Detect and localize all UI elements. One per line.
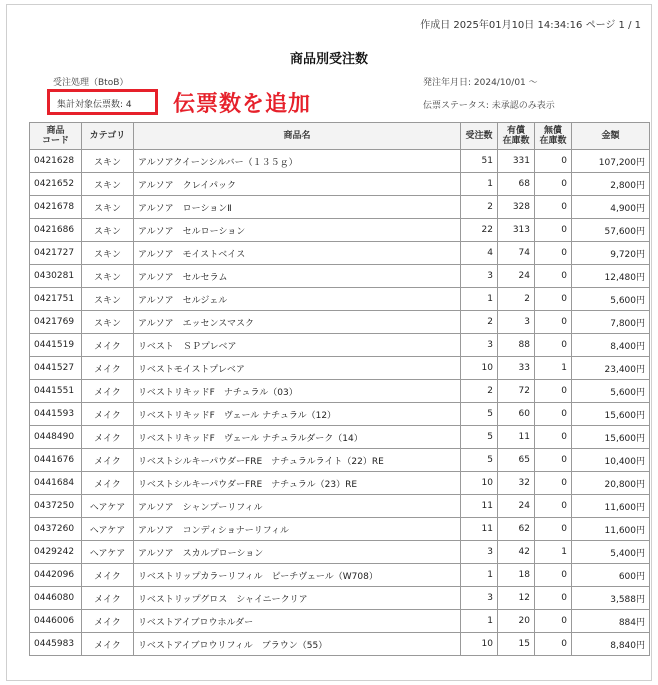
cell-orders: 1 <box>461 173 498 196</box>
cell-orders: 3 <box>461 541 498 564</box>
cell-category: スキン <box>82 150 134 173</box>
cell-code: 0421652 <box>30 173 82 196</box>
cell-orders: 11 <box>461 518 498 541</box>
cell-amount: 5,600円 <box>572 288 650 311</box>
cell-free-stock: 0 <box>535 219 572 242</box>
cell-category: スキン <box>82 173 134 196</box>
cell-orders: 1 <box>461 610 498 633</box>
cell-code: 0421769 <box>30 311 82 334</box>
slip-status-filter: 伝票ステータス: 未承認のみ表示 <box>423 101 555 111</box>
table-row <box>30 587 650 610</box>
cell-orders: 2 <box>461 311 498 334</box>
cell-free-stock: 0 <box>535 564 572 587</box>
cell-code: 0441676 <box>30 449 82 472</box>
cell-code: 0442096 <box>30 564 82 587</box>
cell-name: アルソア スカルプローション <box>134 541 461 564</box>
cell-code: 0445983 <box>30 633 82 656</box>
cell-orders: 51 <box>461 150 498 173</box>
cell-amount: 5,400円 <box>572 541 650 564</box>
cell-amount: 11,600円 <box>572 518 650 541</box>
table-row <box>30 219 650 242</box>
cell-free-stock: 0 <box>535 449 572 472</box>
cell-name: リベスト ＳＰプレベア <box>134 334 461 357</box>
table-row <box>30 242 650 265</box>
cell-orders: 5 <box>461 403 498 426</box>
table-row <box>30 541 650 564</box>
cell-orders: 10 <box>461 357 498 380</box>
cell-name: リベストリップカラーリフィル ピーチヴェール（W708） <box>134 564 461 587</box>
cell-amount: 5,600円 <box>572 380 650 403</box>
cell-free-stock: 0 <box>535 633 572 656</box>
cell-amount: 10,400円 <box>572 449 650 472</box>
cell-paid-stock: 33 <box>498 357 535 380</box>
cell-free-stock: 0 <box>535 495 572 518</box>
cell-name: リベストリキッドF ヴェール ナチュラル（12） <box>134 403 461 426</box>
cell-code: 0437260 <box>30 518 82 541</box>
header-name: 商品名 <box>134 123 461 150</box>
cell-amount: 57,600円 <box>572 219 650 242</box>
cell-amount: 600円 <box>572 564 650 587</box>
cell-amount: 107,200円 <box>572 150 650 173</box>
cell-orders: 2 <box>461 196 498 219</box>
cell-paid-stock: 62 <box>498 518 535 541</box>
cell-free-stock: 0 <box>535 380 572 403</box>
table-row <box>30 311 650 334</box>
cell-free-stock: 0 <box>535 403 572 426</box>
header-category: カテゴリ <box>82 123 134 150</box>
cell-name: アルソア コンディショナーリフィル <box>134 518 461 541</box>
cell-paid-stock: 12 <box>498 587 535 610</box>
header-orders: 受注数 <box>461 123 498 150</box>
cell-free-stock: 0 <box>535 311 572 334</box>
cell-amount: 23,400円 <box>572 357 650 380</box>
cell-free-stock: 0 <box>535 196 572 219</box>
cell-paid-stock: 88 <box>498 334 535 357</box>
table-row <box>30 518 650 541</box>
cell-category: メイク <box>82 633 134 656</box>
table-row <box>30 633 650 656</box>
cell-category: ヘアケア <box>82 495 134 518</box>
table-row <box>30 334 650 357</box>
cell-category: メイク <box>82 334 134 357</box>
table-row <box>30 288 650 311</box>
cell-orders: 5 <box>461 449 498 472</box>
cell-orders: 3 <box>461 587 498 610</box>
cell-name: リベストリップグロス シャイニークリア <box>134 587 461 610</box>
cell-code: 0446006 <box>30 610 82 633</box>
cell-name: リベストモイストプレベア <box>134 357 461 380</box>
cell-paid-stock: 74 <box>498 242 535 265</box>
cell-category: ヘアケア <box>82 518 134 541</box>
header-paid-stock: 有償 在庫数 <box>498 123 535 150</box>
cell-code: 0421727 <box>30 242 82 265</box>
cell-orders: 1 <box>461 288 498 311</box>
cell-code: 0441527 <box>30 357 82 380</box>
cell-category: ヘアケア <box>82 541 134 564</box>
cell-free-stock: 1 <box>535 541 572 564</box>
table-row <box>30 150 650 173</box>
cell-name: アルソアクイーンシルバー（１３５ｇ） <box>134 150 461 173</box>
cell-name: アルソア ローションⅡ <box>134 196 461 219</box>
cell-paid-stock: 313 <box>498 219 535 242</box>
table-row <box>30 357 650 380</box>
cell-category: スキン <box>82 288 134 311</box>
cell-name: アルソア シャンプーリフィル <box>134 495 461 518</box>
cell-paid-stock: 11 <box>498 426 535 449</box>
cell-name: リベストアイブロウリフィル ブラウン（55） <box>134 633 461 656</box>
report-title: 商品別受注数 <box>289 52 368 67</box>
table-row <box>30 472 650 495</box>
cell-code: 0441593 <box>30 403 82 426</box>
cell-orders: 1 <box>461 564 498 587</box>
cell-category: スキン <box>82 242 134 265</box>
table-row <box>30 265 650 288</box>
cell-category: メイク <box>82 610 134 633</box>
cell-paid-stock: 18 <box>498 564 535 587</box>
cell-amount: 8,840円 <box>572 633 650 656</box>
header-free-stock: 無償 在庫数 <box>535 123 572 150</box>
cell-free-stock: 0 <box>535 334 572 357</box>
cell-code: 0429242 <box>30 541 82 564</box>
table-row <box>30 610 650 633</box>
cell-paid-stock: 42 <box>498 541 535 564</box>
cell-code: 0448490 <box>30 426 82 449</box>
cell-code: 0421686 <box>30 219 82 242</box>
cell-free-stock: 0 <box>535 288 572 311</box>
cell-code: 0421678 <box>30 196 82 219</box>
cell-paid-stock: 72 <box>498 380 535 403</box>
cell-amount: 15,600円 <box>572 403 650 426</box>
cell-free-stock: 0 <box>535 472 572 495</box>
cell-free-stock: 0 <box>535 610 572 633</box>
cell-code: 0430281 <box>30 265 82 288</box>
cell-paid-stock: 20 <box>498 610 535 633</box>
cell-code: 0421628 <box>30 150 82 173</box>
cell-paid-stock: 3 <box>498 311 535 334</box>
cell-name: アルソア クレイパック <box>134 173 461 196</box>
cell-category: メイク <box>82 472 134 495</box>
cell-paid-stock: 65 <box>498 449 535 472</box>
cell-amount: 20,800円 <box>572 472 650 495</box>
cell-amount: 884円 <box>572 610 650 633</box>
order-date-filter: 発注年月日: 2024/10/01 〜 <box>423 78 538 88</box>
cell-amount: 7,800円 <box>572 311 650 334</box>
cell-paid-stock: 24 <box>498 495 535 518</box>
cell-name: アルソア セルセラム <box>134 265 461 288</box>
cell-name: アルソア セルジェル <box>134 288 461 311</box>
cell-category: スキン <box>82 265 134 288</box>
cell-paid-stock: 15 <box>498 633 535 656</box>
cell-code: 0441684 <box>30 472 82 495</box>
cell-code: 0437250 <box>30 495 82 518</box>
cell-free-stock: 0 <box>535 265 572 288</box>
cell-category: メイク <box>82 587 134 610</box>
cell-orders: 4 <box>461 242 498 265</box>
cell-free-stock: 0 <box>535 150 572 173</box>
cell-free-stock: 0 <box>535 518 572 541</box>
cell-name: リベストアイブロウホルダー <box>134 610 461 633</box>
header-code: 商品 コード <box>30 123 82 150</box>
cell-category: メイク <box>82 564 134 587</box>
cell-orders: 3 <box>461 334 498 357</box>
cell-orders: 2 <box>461 380 498 403</box>
cell-free-stock: 0 <box>535 242 572 265</box>
cell-amount: 12,480円 <box>572 265 650 288</box>
cell-free-stock: 1 <box>535 357 572 380</box>
cell-amount: 3,588円 <box>572 587 650 610</box>
table-row <box>30 426 650 449</box>
cell-paid-stock: 2 <box>498 288 535 311</box>
cell-category: スキン <box>82 311 134 334</box>
cell-amount: 2,800円 <box>572 173 650 196</box>
cell-name: リベストシルキーパウダーFRE ナチュラル（23）RE <box>134 472 461 495</box>
cell-name: リベストリキッドF ヴェール ナチュラルダーク（14） <box>134 426 461 449</box>
cell-code: 0441519 <box>30 334 82 357</box>
process-type: 受注処理（BtoB） <box>53 78 129 88</box>
cell-category: メイク <box>82 449 134 472</box>
cell-name: アルソア モイストベイス <box>134 242 461 265</box>
cell-amount: 4,900円 <box>572 196 650 219</box>
cell-category: スキン <box>82 196 134 219</box>
cell-name: アルソア エッセンスマスク <box>134 311 461 334</box>
report-page <box>6 4 652 681</box>
callout-label: 伝票数を追加 <box>173 92 312 117</box>
table-header-row <box>30 123 650 150</box>
cell-orders: 3 <box>461 265 498 288</box>
table-row <box>30 196 650 219</box>
cell-category: メイク <box>82 380 134 403</box>
cell-orders: 10 <box>461 472 498 495</box>
cell-free-stock: 0 <box>535 426 572 449</box>
cell-free-stock: 0 <box>535 173 572 196</box>
cell-paid-stock: 24 <box>498 265 535 288</box>
cell-code: 0441551 <box>30 380 82 403</box>
cell-name: リベストシルキーパウダーFRE ナチュラルライト（22）RE <box>134 449 461 472</box>
table-row <box>30 380 650 403</box>
table-row <box>30 173 650 196</box>
cell-amount: 8,400円 <box>572 334 650 357</box>
cell-category: メイク <box>82 426 134 449</box>
header-amount: 金額 <box>572 123 650 150</box>
cell-orders: 22 <box>461 219 498 242</box>
cell-name: リベストリキッドF ナチュラル（03） <box>134 380 461 403</box>
cell-code: 0446080 <box>30 587 82 610</box>
table-row <box>30 403 650 426</box>
cell-paid-stock: 331 <box>498 150 535 173</box>
cell-paid-stock: 32 <box>498 472 535 495</box>
cell-category: メイク <box>82 357 134 380</box>
table-row <box>30 495 650 518</box>
cell-paid-stock: 328 <box>498 196 535 219</box>
cell-category: メイク <box>82 403 134 426</box>
cell-paid-stock: 60 <box>498 403 535 426</box>
cell-name: アルソア セルローション <box>134 219 461 242</box>
cell-orders: 10 <box>461 633 498 656</box>
table-row <box>30 564 650 587</box>
cell-amount: 9,720円 <box>572 242 650 265</box>
cell-paid-stock: 68 <box>498 173 535 196</box>
table-row <box>30 449 650 472</box>
order-table <box>29 122 650 656</box>
highlight-box <box>47 89 158 115</box>
cell-amount: 11,600円 <box>572 495 650 518</box>
cell-free-stock: 0 <box>535 587 572 610</box>
cell-orders: 11 <box>461 495 498 518</box>
cell-orders: 5 <box>461 426 498 449</box>
cell-amount: 15,600円 <box>572 426 650 449</box>
cell-code: 0421751 <box>30 288 82 311</box>
cell-category: スキン <box>82 219 134 242</box>
slip-count: 集計対象伝票数: 4 <box>57 100 132 110</box>
created-date: 作成日 2025年01月10日 14:34:16 ページ 1 / 1 <box>420 20 641 31</box>
